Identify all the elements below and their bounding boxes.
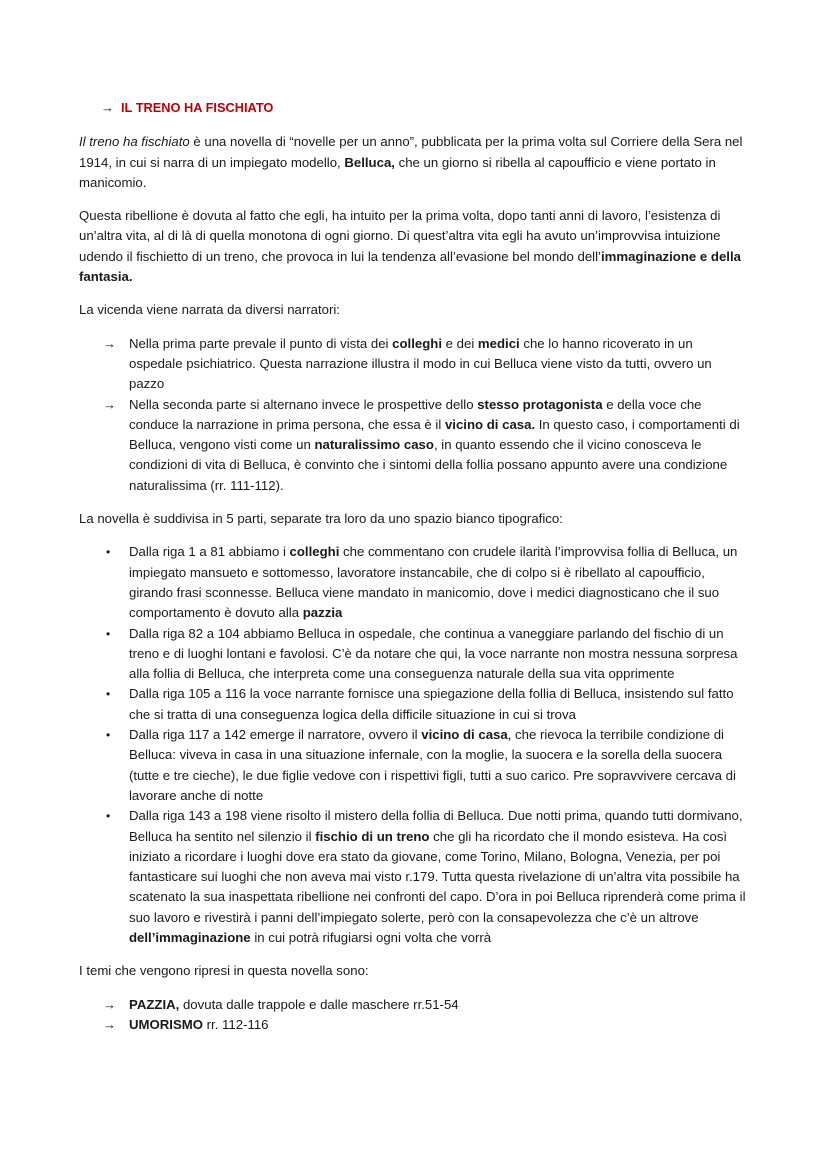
text: e della voce che conduce la narrazione in prima persona, che essa è il: [129, 396, 702, 432]
narrators-list: [79, 334, 748, 496]
text: che lo hanno ricoverato in un ospedale psichiatrico. Questa narrazione illustra il modo in cui Belluca viene visto da tutti, ovvero un pazzo: [129, 335, 712, 392]
bold-text: vicino di casa: [421, 727, 508, 743]
text: Questa ribellione è dovuta al fatto che egli, ha intuito per la prima volta, dopo tanti anni di lavoro, l’esistenza di un’altra vita, al di là di quella monotona di ogni giorno. Di quest’altra vita egli ha avuto un’improvvisa intuizione udendo il fischietto di un treno, che provoca in lui la tendenza all’evasione bel mondo dell’: [79, 208, 721, 264]
list-item: [79, 334, 748, 395]
text: Dalla riga 82 a 104 abbiamo Belluca in ospedale, che continua a vaneggiare parlando del fischio di un treno e di luoghi lontani e favolosi. C’è da notare che qui, la voce narrante non mostra nessuna sorpresa alla follia di Belluca, che interpreta come una conseguenza naturale della sua vita opprimente: [129, 625, 738, 682]
text: Nella seconda parte si alternano invece le prospettive dello: [129, 396, 478, 412]
text: Dalla riga 143 a 198 viene risolto il mistero della follia di Belluca. Due notti prima, quando tutti dormivano, Belluca ha sentito nel silenzio il: [129, 808, 743, 844]
text: , in quanto essendo che il vicino conosceva le condizioni di vita di Belluca, è convinto che i sintomi della follia possano appunto avere una condizione naturalissima (rr. 111-112).: [129, 437, 728, 493]
arrow-icon: →: [103, 996, 116, 1012]
bold-text: fischio di un treno: [315, 828, 430, 844]
bullet-icon: •: [106, 545, 111, 560]
parts-intro: La novella è suddivisa in 5 parti, separate tra loro da uno spazio bianco tipografico:: [79, 511, 563, 527]
bullet-icon: •: [106, 626, 111, 641]
text: che gli ha ricordato che il mondo esisteva. Ha così iniziato a ricordare i luoghi dove era stato da giovane, come Torino, Milano, Bologna, Venezia, per poi fantasticare sui luoghi che non aveva mai visto r.179. Tutta questa rivelazione di un’altra vita possibile ha scatenato la sua inaspettata ribellione nei confronti del capo. D’ora in poi Belluca riprenderà come prima il suo lavoro e rivestirà i panni dell’impiegato solerte, però con la consapevolezza che c’è un altrove: [129, 828, 746, 925]
text: e dei: [441, 335, 478, 351]
bold-text: naturalissimo caso: [314, 437, 434, 453]
text: rr. 112-116: [203, 1016, 269, 1032]
list-item: [79, 624, 748, 685]
arrow-icon: →: [103, 396, 116, 412]
list-item: [79, 684, 748, 725]
bold-text: stesso protagonista: [477, 396, 603, 412]
rebellion-paragraph: [79, 206, 748, 287]
text: Dalla riga 105 a 116 la voce narrante fornisce una spiegazione della follia di Belluca, insistendo sul fatto che si tratta di una conseguenza logica della difficile situazione in cui si trova: [129, 686, 734, 722]
bold-text: dell’immaginazione: [129, 929, 251, 945]
parts-list: [79, 542, 748, 948]
bold-text: colleghi: [392, 335, 442, 351]
intro-paragraph: [79, 132, 748, 193]
novel-title: Il treno ha fischiato: [79, 134, 190, 150]
list-item: [79, 806, 748, 948]
bold-text: PAZZIA,: [129, 996, 180, 1012]
text: dovuta dalle trappole e dalle maschere rr.51-54: [179, 996, 459, 1012]
themes-list: [79, 995, 748, 1036]
list-item: [79, 542, 748, 623]
arrow-icon: →: [103, 335, 116, 351]
title-text: IL TRENO HA FISCHIATO: [121, 100, 274, 115]
bold-text: UMORISMO: [129, 1016, 203, 1032]
list-item: [79, 995, 748, 1015]
arrow-icon: →: [103, 1016, 116, 1032]
arrow-icon: →: [101, 100, 114, 115]
text: è una novella di “novelle per un anno”, pubblicata per la prima volta sul Corriere della Sera nel 1914, in cui si narra di un impiegato modello,: [79, 134, 743, 170]
bullet-icon: •: [106, 728, 111, 743]
text: che commentano con crudele ilarità l’improvvisa follia di Belluca, un impiegato mansueto e sottomesso, lavoratore instancabile, che di colpo si è ribellato al capoufficio, girando frasi sconnesse. Belluca viene mandato in manicomio, dove i medici diagnosticano che il suo comportamento è dovuto alla: [129, 544, 738, 621]
themes-intro: I temi che vengono ripresi in questa novella sono:: [79, 963, 369, 979]
bold-text: pazzia: [302, 605, 343, 621]
text: In questo caso, i comportamenti di Belluca, vengono visti come un: [129, 416, 740, 453]
bullet-icon: •: [106, 687, 111, 702]
bold-text: vicino di casa.: [444, 416, 536, 432]
text: Dalla riga 1 a 81 abbiamo i: [129, 544, 290, 560]
list-item: [79, 725, 748, 806]
bold-text: colleghi: [289, 544, 340, 560]
text: Dalla riga 117 a 142 emerge il narratore, ovvero il: [129, 727, 422, 743]
narrators-intro: La vicenda viene narrata da diversi narratori:: [79, 302, 340, 318]
bold-text: medici: [477, 335, 520, 351]
bold-text: Belluca,: [344, 154, 395, 170]
bold-text: immaginazione e della fantasia.: [79, 248, 741, 285]
section-title: [79, 98, 748, 118]
text: in cui potrà rifugiarsi ogni volta che vorrà: [250, 929, 492, 945]
text: che un giorno si ribella al capoufficio e viene portato in manicomio.: [79, 154, 716, 190]
text: Nella prima parte prevale il punto di vista dei: [129, 335, 393, 351]
bullet-icon: •: [106, 809, 111, 824]
text: , che rievoca la terribile condizione di Belluca: viveva in casa in una situazione infernale, con la moglie, la suocera e la sorella della suocera (tutte e tre cieche), le due figlie vedove con i rispettivi figli, tutti a suo carico. Pre sopravvivere cercava di lavorare anche di notte: [129, 727, 736, 803]
list-item: [79, 1015, 748, 1035]
list-item: [79, 395, 748, 496]
